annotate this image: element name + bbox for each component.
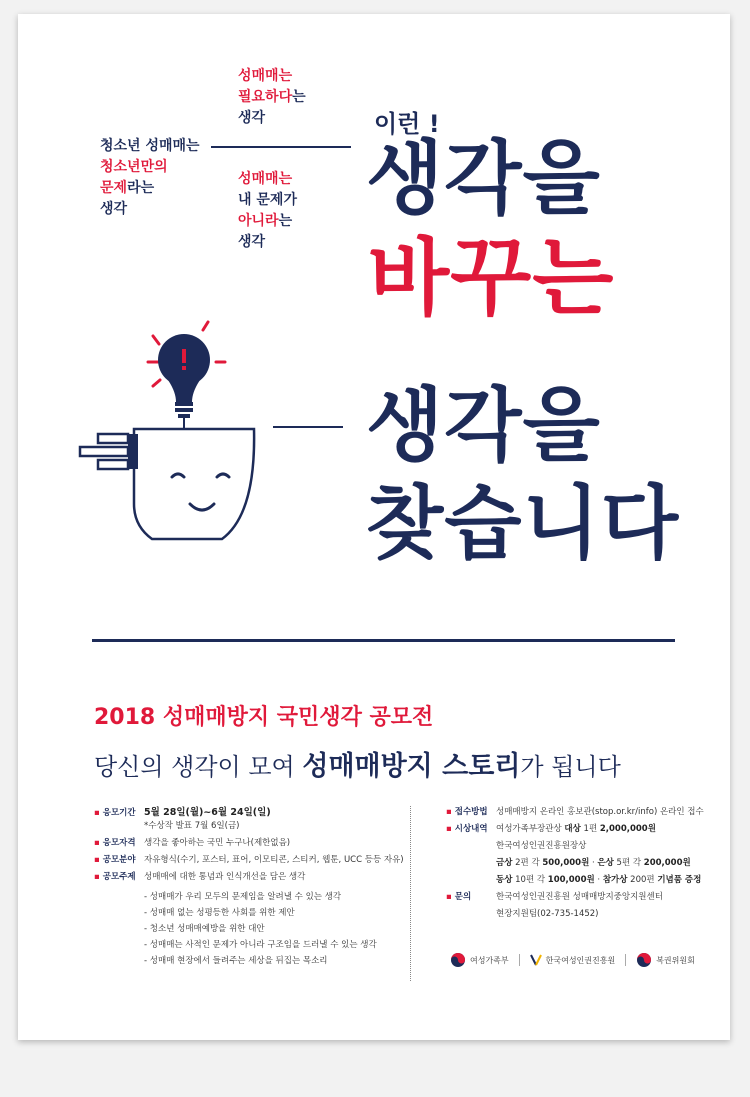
logo-separator — [625, 954, 626, 966]
list-item: - 성매매 현장에서 들려주는 세상을 뒤집는 목소리 — [144, 956, 328, 966]
detail-key: ▪ 응모자격 — [94, 835, 144, 852]
thought-line: 청소년만의 — [100, 159, 168, 175]
logo-label: 한국여성인권진흥원 — [545, 955, 616, 965]
logo-kwhrpi — [530, 953, 616, 967]
thought-highlight: 문제 — [100, 180, 128, 196]
detail-key: ▪ 문의 — [446, 889, 496, 906]
taegeuk-icon — [450, 952, 466, 968]
logo-label: 여성가족부 — [470, 955, 509, 965]
detail-row — [446, 889, 716, 906]
thought-line — [238, 211, 297, 232]
thought-line: 생각 — [238, 110, 266, 126]
list-item: - 청소년 성매매예방을 위한 대안 — [144, 924, 265, 934]
thought-line: 생각 — [238, 234, 266, 250]
detail-key: ▪ 공모분야 — [94, 852, 144, 869]
subtitle-pre: 당신의 생각이 모여 — [94, 753, 303, 781]
details-right — [446, 804, 716, 923]
head-connector-line — [273, 426, 343, 428]
thought-rest: 라는 — [127, 180, 155, 196]
thought-highlight: 아니라 — [238, 213, 279, 229]
logo-mogef — [450, 952, 509, 968]
thought-line: 내 문제가 — [238, 192, 297, 208]
prize-text: 5편 각 — [613, 858, 644, 868]
prize-text: 2편 각 — [512, 858, 543, 868]
topic-list — [94, 889, 404, 969]
headline-line-1: 생각을 — [366, 132, 601, 225]
detail-value: 생각을 좋아하는 국민 누구나(제한없음) — [144, 838, 291, 848]
list-item: - 성매매가 우리 모두의 문제임을 알려낼 수 있는 생각 — [144, 892, 342, 902]
poster — [18, 14, 730, 1040]
prize-text: 200,000원 — [643, 858, 691, 868]
prize-text: 여성가족부장관상 — [496, 824, 565, 834]
thought-line: 성매매는 — [238, 171, 293, 187]
prize-text: 동상 — [496, 875, 513, 885]
taegeuk-icon — [636, 952, 652, 968]
detail-key: ▪ 시상내역 — [446, 821, 496, 838]
head-lightbulb-illustration — [72, 314, 272, 546]
prize-text: · — [594, 875, 603, 885]
prize-text: 1편 — [580, 824, 600, 834]
exclaim-text: 이런 ! — [374, 110, 440, 138]
detail-note: *수상작 발표 7월 6일(금) — [144, 821, 240, 831]
detail-row — [446, 821, 716, 838]
thought-line: 생각 — [100, 201, 128, 217]
headline-line-3: 생각을 — [366, 379, 601, 472]
thought-block-left — [100, 136, 200, 220]
prize-text: 500,000원 — [542, 858, 590, 868]
detail-key: ▪ 공모주제 — [94, 869, 144, 886]
thought-rest: 는 — [278, 213, 293, 229]
prize-text: 10편 각 — [512, 875, 548, 885]
detail-row — [94, 835, 404, 852]
detail-key: ▪ 응모기간 — [94, 805, 144, 822]
subtitle-bold: 성매매방지 스토리 — [302, 751, 521, 782]
contact-text: 한국여성인권진흥원 성매매방지중앙지원센터 — [496, 892, 663, 902]
prize-text: 2,000,000원 — [599, 824, 656, 834]
logo-label: 복권위원회 — [656, 955, 695, 965]
thought-highlight: 필요하다 — [238, 89, 293, 105]
detail-value: 성매매에 대한 통념과 인식개선을 담은 생각 — [144, 872, 306, 882]
connector-line — [211, 146, 351, 148]
headline-line-4: 찾습니다 — [366, 477, 680, 570]
detail-value: 자유형식(수기, 포스터, 표어, 이모티콘, 스티커, 웹툰, UCC 등등 자유) — [144, 855, 404, 865]
prize-text: 기념품 증정 — [657, 875, 702, 885]
list-item: - 성매매 없는 성평등한 사회를 위한 제안 — [144, 908, 295, 918]
thought-line: 성매매는 — [238, 68, 293, 84]
headline-line-2: 바꾸는 — [368, 229, 615, 327]
detail-value: 5월 28일(월)~6월 24일(일) — [144, 807, 271, 818]
prize-text: 200편 — [627, 875, 658, 885]
section-divider — [92, 639, 675, 642]
prize-text: 금상 — [496, 858, 513, 868]
prize-text: 100,000원 — [547, 875, 595, 885]
prize-line — [446, 872, 716, 889]
contest-title: 2018 성매매방지 국민생각 공모전 — [94, 705, 434, 730]
prize-text: 은상 — [597, 858, 614, 868]
detail-row — [94, 852, 404, 869]
detail-key: ▪ 접수방법 — [446, 804, 496, 821]
detail-row — [446, 804, 716, 821]
thought-line — [238, 87, 306, 108]
prize-text: 대상 — [564, 824, 581, 834]
logo-lottery — [636, 952, 695, 968]
subtitle-post: 가 됩니다 — [520, 753, 621, 781]
column-divider — [410, 806, 411, 981]
thought-rest: 는 — [292, 89, 306, 105]
detail-row — [94, 869, 404, 886]
thought-block-2 — [238, 169, 297, 253]
thought-line — [100, 178, 200, 199]
details-left — [94, 804, 404, 969]
prize-line: 한국여성인권진흥원장상 — [496, 841, 587, 851]
prize-line — [446, 855, 716, 872]
prize-text: 참가상 — [602, 875, 628, 885]
contest-subtitle — [94, 744, 621, 783]
thought-line: 청소년 성매매는 — [100, 138, 200, 154]
list-item: - 성매매는 사적인 문제가 아니라 구조임을 드러낼 수 있는 생각 — [144, 940, 377, 950]
logo-row — [450, 952, 695, 968]
contact-text: 현장지원팀(02-735-1452) — [496, 909, 599, 919]
prize-text: · — [589, 858, 598, 868]
logo-separator — [519, 954, 520, 966]
thought-block-1 — [238, 66, 306, 129]
kwhrpi-icon — [530, 953, 542, 967]
detail-value: 성매매방지 온라인 홍보관(stop.or.kr/info) 온라인 접수 — [496, 807, 704, 817]
